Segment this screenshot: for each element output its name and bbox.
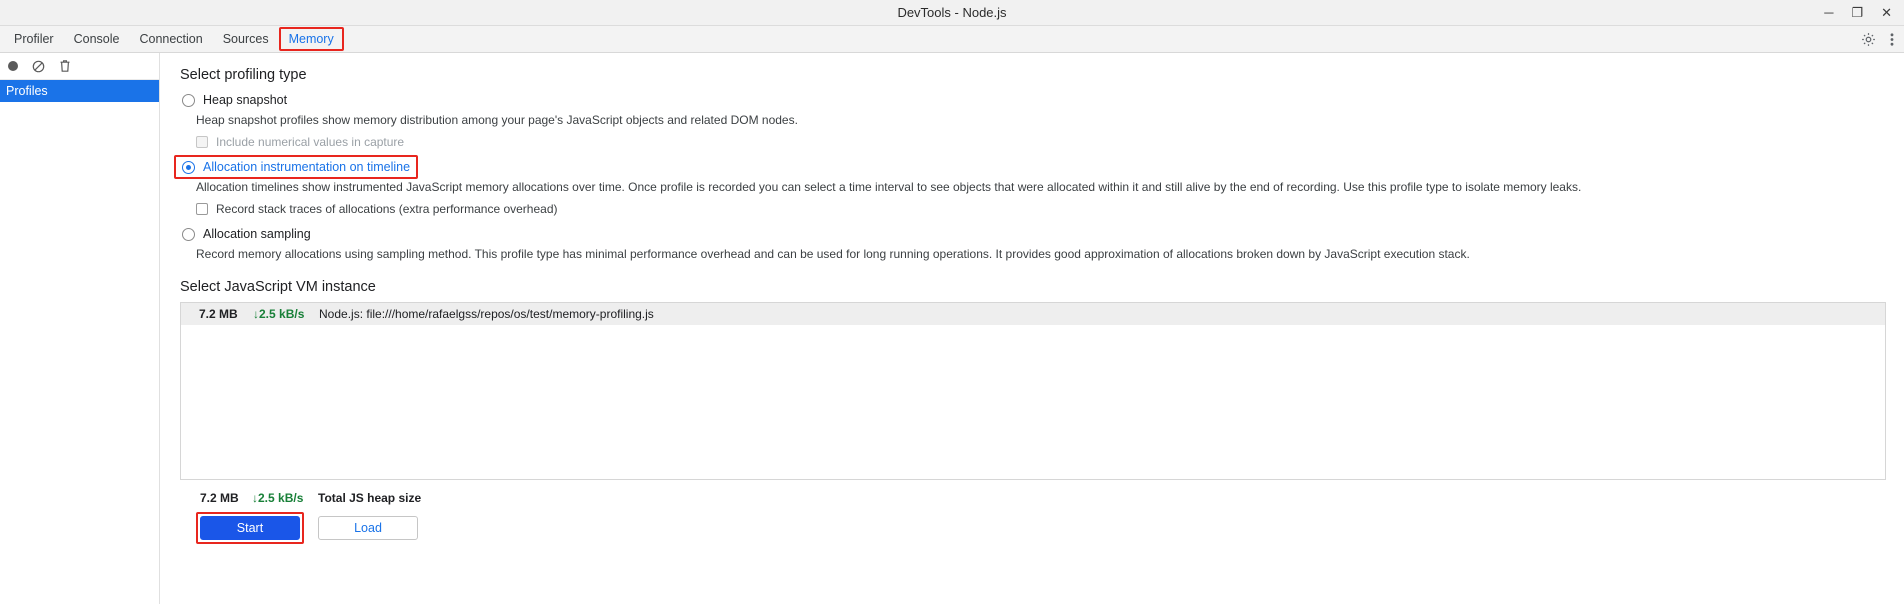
radio-row-allocation-instrumentation[interactable]	[178, 158, 414, 176]
window-title: DevTools - Node.js	[897, 5, 1007, 20]
vm-instance-path: Node.js: file:///home/rafaelgss/repos/os/test/memory-profiling.js	[319, 306, 654, 321]
radio-row-heap-snapshot[interactable]	[178, 91, 291, 109]
option-allocation-instrumentation	[174, 158, 1886, 216]
window-controls	[1824, 6, 1904, 19]
tab-sources-label: Sources	[222, 32, 269, 46]
radio-label-allocation-sampling: Allocation sampling	[203, 227, 311, 242]
radio-button-allocation-instrumentation[interactable]	[182, 161, 195, 174]
checkbox-record-stack-traces[interactable]	[196, 203, 208, 215]
sidebar-item-profiles-label: Profiles	[6, 84, 48, 98]
tab-console[interactable]	[64, 26, 130, 52]
tab-profiler-label: Profiler	[14, 32, 54, 46]
load-button[interactable]: Load	[318, 516, 418, 540]
sidebar-item-profiles[interactable]	[0, 80, 159, 102]
window-title-bar	[0, 0, 1904, 26]
tab-connection-label: Connection	[139, 32, 203, 46]
radio-label-allocation-instrumentation: Allocation instrumentation on timeline	[203, 160, 411, 175]
sidebar-toolbar	[0, 53, 159, 80]
checkbox-row-record-stack-traces[interactable]	[196, 202, 1886, 216]
profiling-type-title: Select profiling type	[180, 67, 307, 83]
tab-console-label: Console	[73, 32, 120, 46]
option-allocation-sampling	[174, 225, 1886, 262]
total-heap-summary	[200, 491, 1886, 505]
description-heap-snapshot: Heap snapshot profiles show memory distribution among your page's JavaScript objects and related DOM nodes.	[196, 113, 798, 127]
checkbox-label-record-stack-traces: Record stack traces of allocations (extra performance overhead)	[216, 202, 558, 217]
memory-profiler-panel	[160, 53, 1904, 604]
radio-button-heap-snapshot[interactable]	[182, 94, 195, 107]
trash-icon[interactable]	[59, 59, 71, 73]
radio-label-heap-snapshot: Heap snapshot	[203, 93, 288, 107]
tab-strip-actions	[1861, 26, 1904, 52]
total-heap-size-label: Total JS heap size	[318, 490, 422, 505]
tab-connection[interactable]	[129, 26, 212, 52]
vm-instance-list[interactable]	[180, 302, 1886, 480]
tab-profiler[interactable]	[4, 26, 64, 52]
option-heap-snapshot	[174, 91, 1886, 149]
tab-sources[interactable]	[213, 26, 279, 52]
kebab-menu-icon[interactable]	[1890, 32, 1894, 47]
total-heap-rate-value: ↓2.5 kB/s	[252, 490, 304, 505]
action-buttons	[200, 516, 1886, 540]
vm-instance-size: 7.2 MB	[199, 306, 238, 321]
maximize-icon[interactable]: ❐	[1851, 5, 1864, 20]
checkbox-row-include-numerical-values[interactable]	[196, 135, 1886, 149]
devtools-tab-strip	[0, 26, 1904, 53]
radio-button-allocation-sampling[interactable]	[182, 228, 195, 241]
left-sidebar	[0, 53, 160, 604]
no-entry-icon[interactable]	[32, 60, 45, 73]
description-allocation-instrumentation: Allocation timelines show instrumented JavaScript memory allocations over time. Once profile is recorded you can select a time interval to see objects that were allocated within it and still alive by the end of recording. Use this profile type to isolate memory leaks.	[196, 180, 1582, 195]
vm-instance-title: Select JavaScript VM instance	[180, 278, 376, 295]
checkbox-label-include-numerical-values: Include numerical values in capture	[216, 135, 405, 150]
checkbox-include-numerical-values[interactable]	[196, 136, 208, 148]
vm-instance-row[interactable]	[181, 303, 1885, 325]
close-icon[interactable]: ✕	[1881, 5, 1892, 20]
radio-row-allocation-sampling[interactable]	[178, 225, 315, 243]
record-circle-icon[interactable]	[8, 61, 18, 71]
start-button[interactable]: Start	[200, 516, 300, 540]
description-allocation-sampling: Record memory allocations using sampling method. This profile type has minimal performance overhead and can be used for long running operations. It provides good approximation of allocations broken down by JavaScript execution stack.	[196, 247, 1470, 262]
minimize-icon[interactable]: ─	[1824, 5, 1834, 20]
devtools-body	[0, 53, 1904, 604]
vm-instance-rate: ↓2.5 kB/s	[253, 306, 305, 321]
tab-memory[interactable]	[279, 26, 344, 52]
gear-icon[interactable]	[1861, 32, 1876, 47]
total-heap-size-value: 7.2 MB	[200, 490, 239, 505]
tab-memory-label: Memory	[288, 32, 334, 46]
